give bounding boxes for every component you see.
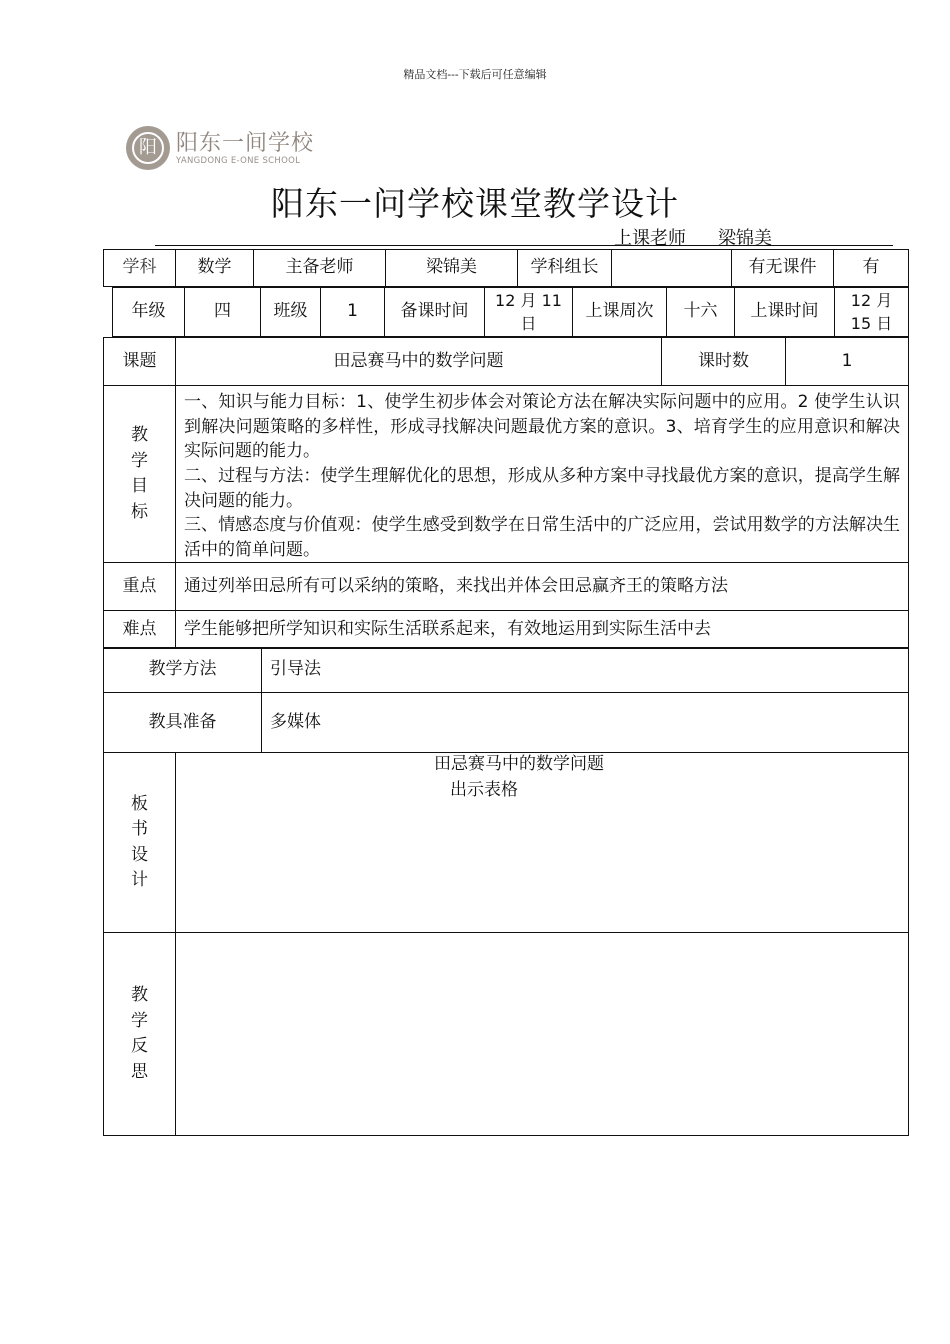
grade-label: 年级 — [113, 288, 185, 337]
group-leader-label: 学科组长 — [518, 250, 612, 287]
teaching-tools-label: 教具准备 — [104, 693, 262, 753]
teaching-method-value: 引导法 — [262, 648, 909, 693]
prep-time-line2: 日 — [520, 314, 537, 333]
key-point-label: 重点 — [104, 563, 176, 611]
objective-attitude: 三、情感态度与价值观：使学生感受到数学在日常生活中的广泛应用，尝试用数学的方法解决生活中的简单问题。 — [184, 515, 900, 560]
page-title: 阳东一问学校课堂教学设计 — [271, 184, 679, 223]
lead-teacher-label: 主备老师 — [254, 250, 386, 287]
lesson-date-label: 上课时间 — [735, 288, 835, 337]
logo-english-name: YANGDONG E-ONE SCHOOL — [176, 156, 301, 166]
key-point-text: 通过列举田忌所有可以采纳的策略，来找出并体会田忌赢齐王的策略方法 — [176, 563, 909, 611]
teaching-method-label: 教学方法 — [104, 648, 262, 693]
seal-char: 阳 — [132, 132, 164, 164]
courseware-label: 有无课件 — [732, 250, 834, 287]
reflection-label-char: 教 — [131, 985, 148, 1005]
courseware-value: 有 — [834, 250, 909, 287]
board-reflection-table — [103, 752, 909, 1136]
lead-teacher-value: 梁锦美 — [386, 250, 518, 287]
lesson-plan-table — [103, 337, 909, 649]
objectives-label-char: 教 — [131, 425, 148, 446]
group-leader-value — [612, 250, 732, 287]
document-header-note: 精品文档---下载后可任意编辑 — [403, 68, 547, 81]
teacher-name: 梁锦美 — [718, 228, 772, 249]
logo-chinese-name: 阳东一间学校 — [176, 131, 315, 156]
teaching-tools-value: 多媒体 — [262, 693, 909, 753]
reflection-label-char: 学 — [131, 1010, 148, 1031]
board-label-char: 计 — [131, 870, 148, 890]
reflection-label — [104, 933, 176, 1136]
school-seal-icon — [126, 126, 170, 170]
objectives-label — [104, 386, 176, 563]
lesson-week-value: 十六 — [667, 288, 735, 337]
grade-value: 四 — [185, 288, 261, 337]
board-label-char: 设 — [131, 844, 148, 865]
objectives-label-char: 目 — [131, 476, 148, 497]
lesson-week-label: 上课周次 — [573, 288, 667, 337]
board-design-content — [176, 753, 909, 933]
info-row-2 — [112, 287, 909, 337]
class-value: 1 — [321, 288, 385, 337]
teacher-line — [614, 224, 772, 250]
objective-process: 二、过程与方法：使学生理解优化的思想，形成从多种方案中寻找最优方案的意识，提高学生解决问题的能力。 — [184, 465, 900, 511]
subject-value: 数学 — [176, 250, 254, 287]
reflection-label-char: 反 — [131, 1036, 148, 1056]
prep-time-value — [485, 288, 573, 337]
board-label-char: 板 — [131, 793, 148, 814]
topic-value: 田忌赛马中的数学问题 — [176, 338, 662, 386]
lesson-date-line2: 15 日 — [850, 314, 893, 333]
objective-knowledge: 一、知识与能力目标：1、使学生初步体会对策论方法在解决实际问题中的应用。2 使学生认识到解决问题策略的多样性，形成寻找解决问题最优方案的意识。3、培育学生的应用意识和解决实际问题的能力。 — [184, 392, 900, 462]
lesson-hours-label: 课时数 — [662, 338, 786, 386]
method-tools-table — [103, 647, 909, 753]
board-design-title: 田忌赛马中的数学问题 — [434, 754, 604, 774]
objectives-label-char: 标 — [131, 501, 148, 522]
subject-label: 学科 — [104, 250, 176, 287]
lesson-date-value — [835, 288, 909, 337]
topic-label: 课题 — [104, 338, 176, 386]
board-design-note: 出示表格 — [450, 780, 518, 800]
school-logo — [126, 124, 326, 174]
class-label: 班级 — [261, 288, 321, 337]
reflection-label-char: 思 — [131, 1061, 148, 1082]
reflection-content — [176, 933, 909, 1136]
difficulty-text: 学生能够把所学知识和实际生活联系起来，有效地运用到实际生活中去 — [176, 611, 909, 649]
teacher-label: 上课老师 — [614, 228, 686, 249]
lesson-hours-value: 1 — [786, 338, 909, 386]
info-row-1 — [103, 249, 909, 287]
board-design-label — [104, 753, 176, 933]
prep-time-label: 备课时间 — [385, 288, 485, 337]
prep-time-line1: 12 月 11 — [495, 290, 562, 310]
objectives-label-char: 学 — [131, 450, 148, 471]
lesson-date-line1: 12 月 — [850, 290, 893, 310]
objectives-content — [176, 386, 909, 563]
difficulty-label: 难点 — [104, 611, 176, 649]
board-label-char: 书 — [131, 819, 148, 839]
teacher-underline — [155, 245, 893, 246]
